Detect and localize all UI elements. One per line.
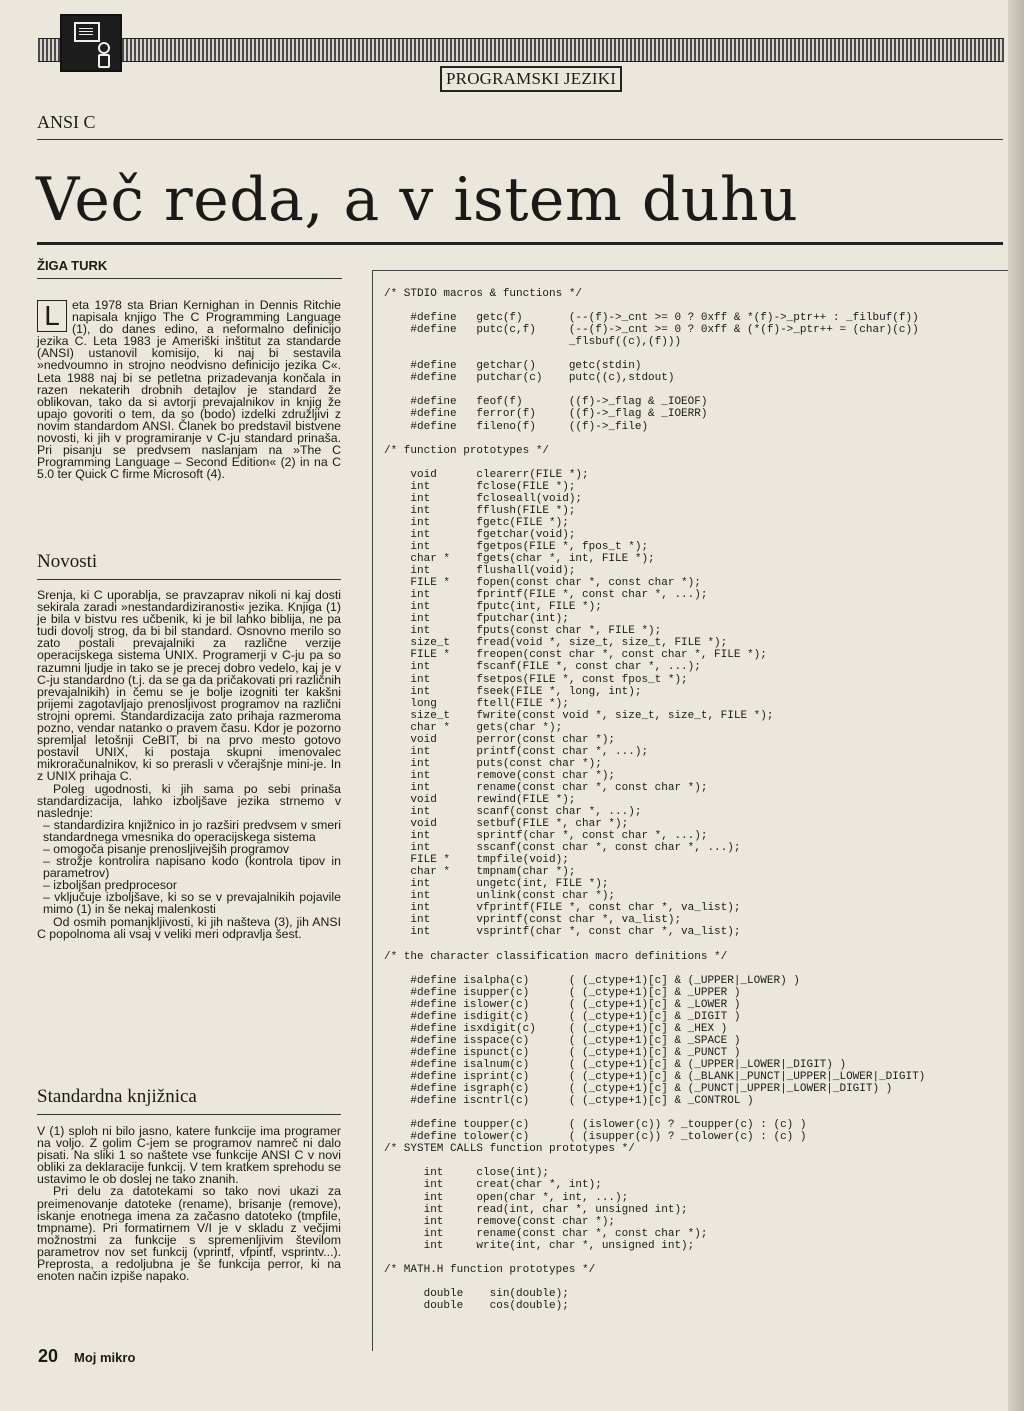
screen-icon xyxy=(74,22,100,42)
paragraph: V (1) sploh ni bilo jasno, katere funkcije ima programer na voljo. Z golim C-jem se programov namreč ni dalo pisati. Na sliki 1 so naštete vse funkcije ANSI C v novi obliki za deklaracije funkcij. V tem kratkem sprehodu se ustavimo le ob doslej ne tako znanih. xyxy=(37,1124,341,1187)
paragraph: Od osmih pomanjkljivosti, ki jih našteva (3), jih ANSI C popolnoma ali vsaj v veliki meri odpravlja šest. xyxy=(37,914,341,941)
magazine-name: Moj mikro xyxy=(74,1350,136,1365)
list-item: – omogoča pisanje prenosljivejših programov xyxy=(43,841,290,856)
article-title: Več reda, a v istem duhu xyxy=(36,165,799,235)
page-edge xyxy=(1008,0,1024,1411)
drop-cap: L xyxy=(37,300,67,332)
list-item: – vključuje izboljšave, ki so se v prevajalnikih pojavile mimo (1) in še nekaj malenkosti xyxy=(43,890,341,917)
section-label: PROGRAMSKI JEZIKI xyxy=(440,66,622,92)
intro-paragraph: eta 1978 sta Brian Kernighan in Dennis Ritchie napisala knjigo The C Programming Language (1), do danes edino, a neformalno definicijo jezika C. Leta 1983 je Ameriški inštitut za standarde (ANSI) ustanovil komisijo, ki naj bi sestavila »nedvoumno in strojno neodvisno definicijo jezika C«. Leta 1988 naj bi se petletna prizadevanja končala in razen nekaterih drobnih detajlov je standard že oblikovan, tako da si avtorji prevajalnikov in knjig že upajo govoriti o tem, da so (bodo) izdelki združljivi z novim standardom ANSI. Članek bo predstavil bistvene novosti, ki jih v programiranje v C-ju standard prinaša. Pri pisanju se predvsem naslanjam na »The C Programming Language – Second Edition« (2) in na C 5.0 ter Quick C firme Microsoft (4). xyxy=(37,298,341,482)
paragraph: Srenja, ki C uporablja, se pravzaprav nikoli ni kaj dosti sekirala zaradi »nestandardiziranosti« jezika. Knjiga (1) je bila v bistvu res učbenik, ki je bil lahko biblija, ne pa tudi dovolj strog, da bi bil standard. Osnovno merilo so zato postali prevajalniki za različne verzije operacijskega sistema UNIX. Programerji v C-ju pa so razumni ljudje in tako se je precej dobro vedelo, kaj je v C-ju standardno (t.j. da se ga da pričakovati pri različnih prevajalnikih) in čemu se je bolje izogniti ter kakšni prijemi zagotavljajo prenosljivost programov na različni strojni opremi. Standardizacija zato prihaja razmeroma pozno, vendar natanko o pravem času. Kdor je pozorno spremljal letošnji CeBIT, bi na prvo mesto gotovo postavil UNIX, ki postaja skupni imenovalec mikroračunalnikov, ki so prerasli v včerajšnje mini-je. In z UNIX prihaja C. xyxy=(37,588,341,784)
page-number: 20 xyxy=(38,1346,59,1366)
computer-logo-icon xyxy=(60,14,122,72)
subhead-standardna-knjiznica: Standardna knjižnica xyxy=(37,1086,341,1115)
author-rule xyxy=(37,278,342,279)
kicker-rule xyxy=(37,139,1003,140)
knob-icon xyxy=(98,42,110,54)
slot-icon xyxy=(98,54,110,68)
section-novosti-body xyxy=(37,589,341,940)
list-item: – strožje kontrolira napisano kodo (kontrola tipov in parametrov) xyxy=(43,854,341,881)
subhead-novosti: Novosti xyxy=(37,551,341,580)
title-rule xyxy=(37,242,1003,245)
list-item: – izboljšan predprocesor xyxy=(43,878,177,893)
paragraph: Poleg ugodnosti, ki jih sama po sebi prinaša standardizacija, lahko izboljšave jezika strnemo v naslednje: xyxy=(37,781,341,820)
section-knjiznica-body xyxy=(37,1125,341,1282)
kicker: ANSI C xyxy=(37,112,96,132)
header-band xyxy=(38,38,1004,62)
code-listing: /* STDIO macros & functions */ #define getc(f) (--(f)->_cnt >= 0 ? 0xff & *(f)->_ptr++ : _filbuf(f)) #define putc(c,f) (--(f)->_cnt >= 0 ? 0xff & (*(f)->_ptr++ = (char)(c)) _flsbuf((c),(f))) #define getchar() getc(stdin) #define putchar(c) putc((c),stdout) #define feof(f) ((f)->_flag & _IOEOF) #define ferror(f) ((f)->_flag & _IOERR) #define fileno(f) ((f)->_file) /* function prototypes */ void clearerr(FILE *); int fclose(FILE *); int fcloseall(void); int fflush(FILE *); int fgetc(FILE *); int fgetchar(void); int fgetpos(FILE *, fpos_t *); char * fgets(char *, int, FILE *); int flushall(void); FILE * fopen(const char *, const char *); int fprintf(FILE *, const char *, ...); int fputc(int, FILE *); int fputchar(int); int fputs(const char *, FILE *); size_t fread(void *, size_t, size_t, FILE *); FILE * freopen(const char *, const char *, FILE *); int fscanf(FILE *, const char *, ...); int fsetpos(FILE *, const fpos_t *); int fseek(FILE *, long, int); long ftell(FILE *); size_t fwrite(const void *, size_t, size_t, FILE *); char * gets(char *); void perror(const char *); int printf(const char *, ...); int puts(const char *); int remove(const char *); int rename(const char *, const char *); void rewind(FILE *); int scanf(const char *, ...); void setbuf(FILE *, char *); int sprintf(char *, const char *, ...); int sscanf(const char *, const char *, ...); FILE * tmpfile(void); char * tmpnam(char *); int ungetc(int, FILE *); int unlink(const char *); int vfprintf(FILE *, const char *, va_list); int vprintf(const char *, va_list); int vsprintf(char *, const char *, va_list); /* the character classification macro definitions */ #define isalpha(c) ( (_ctype+1)[c] & (_UPPER|_LOWER) ) #define isupper(c) ( (_ctype+1)[c] & _UPPER ) #define islower(c) ( (_ctype+1)[c] & _LOWER ) #define isdigit(c) ( (_ctype+1)[c] & _DIGIT ) #define isxdigit(c) ( (_ctype+1)[c] & _HEX ) #define isspace(c) ( (_ctype+1)[c] & _SPACE ) #define ispunct(c) ( (_ctype+1)[c] & _PUNCT ) #define isalnum(c) ( (_ctype+1)[c] & (_UPPER|_LOWER|_DIGIT) ) #define isprint(c) ( (_ctype+1)[c] & (_BLANK|_PUNCT|_UPPER|_LOWER|_DIGIT) #define isgraph(c) ( (_ctype+1)[c] & (_PUNCT|_UPPER|_LOWER|_DIGIT) ) #define iscntrl(c) ( (_ctype+1)[c] & _CONTROL ) #define toupper(c) ( (islower(c)) ? _toupper(c) : (c) ) #define tolower(c) ( (isupper(c)) ? _tolower(c) : (c) ) /* SYSTEM CALLS function prototypes */ int close(int); int creat(char *, int); int open(char *, int, ...); int read(int, char *, unsigned int); int remove(const char *); int rename(const char *, const char *); int write(int, char *, unsigned int); /* MATH.H function prototypes */ double sin(double); double cos(double); xyxy=(384,288,926,1312)
list-item: – standardizira knjižnico in jo razširi predvsem v smeri standardnega vmesnika do operacijskega sistema xyxy=(43,817,341,844)
intro-text xyxy=(37,299,341,480)
author-name: ŽIGA TURK xyxy=(37,258,108,273)
paragraph: Pri delu za datotekami so tako novi ukazi za preimenovanje datoteke (rename), brisanje (remove), iskanje enotnega imena za začasno datoteko (tmpfile, tmpname). Pri formatirnem V/I je v skladu z večjimi možnostmi za funkcije s spremenljivim številom parametrov nov set funkcij (vprintf, vfpintf, vsprintv...). Preprosta, a redoljubna je še funkcija perror, ki na enoten način izpiše napako. xyxy=(37,1184,341,1284)
